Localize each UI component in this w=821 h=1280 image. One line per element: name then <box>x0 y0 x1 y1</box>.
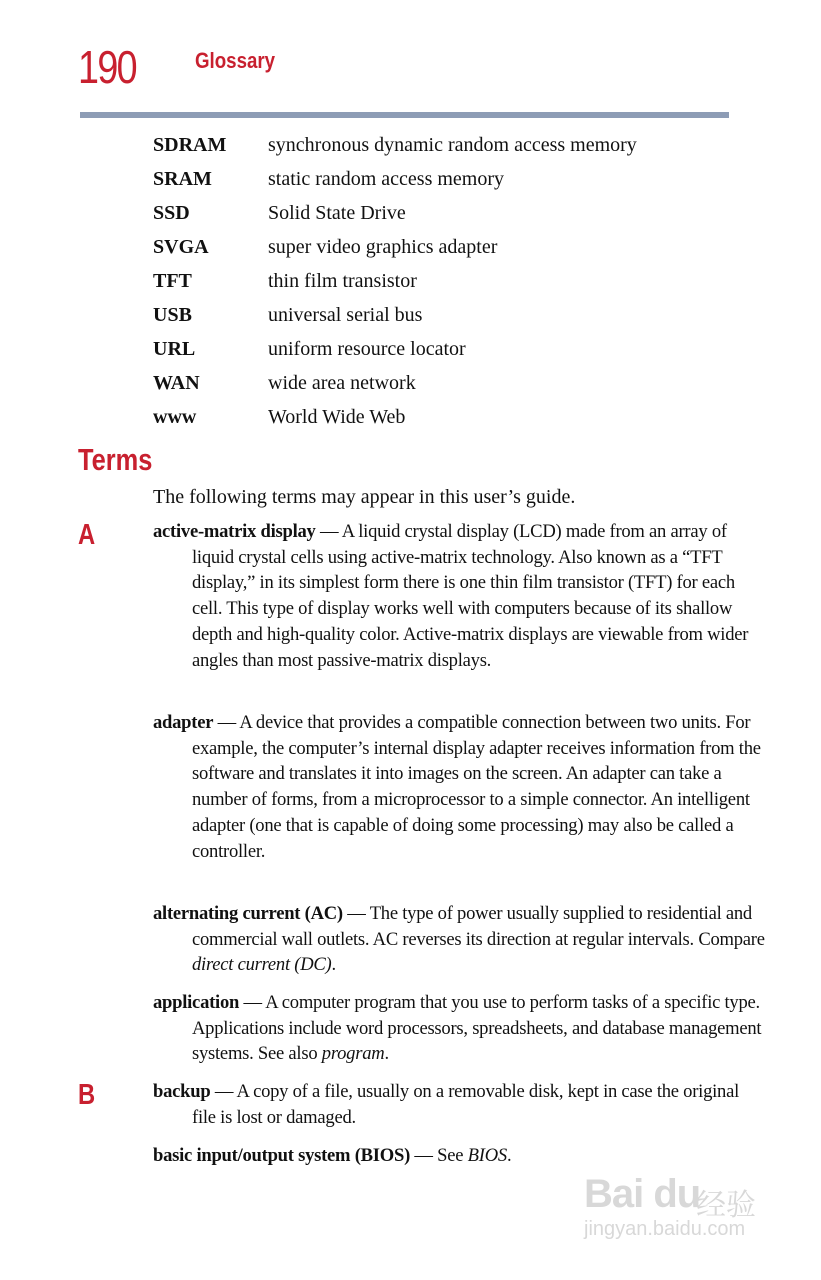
abbreviation-definition: synchronous dynamic random access memory <box>268 133 637 156</box>
abbreviation-row <box>153 298 733 332</box>
entry-definition: — See <box>410 1145 468 1166</box>
entry-end: . <box>331 954 336 976</box>
abbreviation-row <box>153 230 733 264</box>
abbreviation-definition: uniform resource locator <box>268 337 466 360</box>
abbreviation-term: SDRAM <box>153 133 227 156</box>
entry-definition: — A copy of a file, usually on a removable disk, kept in case the original file is lost or damaged. <box>192 1081 740 1128</box>
abbreviation-term: TFT <box>153 269 192 292</box>
entry-term: application <box>153 992 240 1013</box>
abbreviation-row <box>153 400 733 434</box>
entry-definition: — A device that provides a compatible connection between two units. For example, the computer’s internal display adapter receives information from the software and translates it into images on the screen. An adapter can take a number of forms, from a microprocessor to a simple connector. An intelligent adapter (one that is capable of doing some processing) may also be called a controller. <box>192 712 761 862</box>
abbreviation-term: WAN <box>153 371 200 394</box>
entry-definition: — A computer program that you use to perform tasks of a specific type. Applications include word processors, spreadsheets, and database management systems. See also <box>192 992 762 1065</box>
abbreviation-term: SVGA <box>153 235 209 258</box>
letter-marker-a: A <box>78 519 96 551</box>
watermark <box>584 1158 784 1258</box>
abbreviation-term: www <box>153 405 197 428</box>
abbreviation-row <box>153 366 733 400</box>
glossary-entry-alternating-current <box>153 901 767 978</box>
header-rule <box>80 112 729 118</box>
letter-marker-b: B <box>78 1079 96 1111</box>
watermark-logo: Bai du <box>584 1172 701 1216</box>
abbreviation-definition: thin film transistor <box>268 269 417 292</box>
watermark-chinese: 经验 <box>696 1188 756 1223</box>
abbreviation-row <box>153 196 733 230</box>
abbreviation-definition: Solid State Drive <box>268 201 406 224</box>
entry-term: alternating current (AC) <box>153 903 343 924</box>
terms-heading: Terms <box>78 442 153 477</box>
entry-end: . <box>506 1145 512 1166</box>
abbreviation-term: URL <box>153 337 196 360</box>
entry-definition: — A liquid crystal display (LCD) made from an array of liquid crystal cells using active-matrix technology. Also known as a “TFT display,” in its simplest form there is one thin film transistor (TFT) for each cell. This type of display works well with computers because of its shallow depth and high-quality color. Active-matrix displays are viewable from wider angles than most passive-matrix displays. <box>192 521 749 671</box>
entry-term: basic input/output system (BIOS) <box>153 1145 411 1166</box>
terms-intro: The following terms may appear in this user’s guide. <box>153 486 576 508</box>
glossary-entry-active-matrix-display <box>153 519 767 673</box>
abbreviation-row <box>153 332 733 366</box>
abbreviation-row <box>153 128 733 162</box>
abbreviation-definition: wide area network <box>268 371 416 394</box>
abbreviation-definition: super video graphics adapter <box>268 235 498 258</box>
entry-cross-reference: BIOS <box>467 1145 507 1166</box>
entry-term: adapter <box>153 712 214 733</box>
watermark-url: jingyan.baidu.com <box>584 1218 746 1240</box>
entry-definition: — The type of power usually supplied to residential and commercial wall outlets. AC reverses its direction at regular intervals. Compare <box>192 903 765 950</box>
entry-end: . <box>384 1043 389 1065</box>
abbreviation-definition: World Wide Web <box>268 405 406 428</box>
abbreviation-term: SRAM <box>153 167 212 190</box>
glossary-entry-backup <box>153 1079 767 1130</box>
abbreviation-definition: static random access memory <box>268 167 505 190</box>
page-number: 190 <box>78 41 137 93</box>
entry-term: active-matrix display <box>153 521 316 542</box>
section-title: Glossary <box>195 48 276 73</box>
glossary-entry-adapter <box>153 710 767 864</box>
abbreviation-row <box>153 264 733 298</box>
entry-cross-reference: program <box>321 1043 385 1065</box>
abbreviation-term: USB <box>153 303 192 326</box>
abbreviation-term: SSD <box>153 201 190 224</box>
glossary-entry-application <box>153 990 767 1067</box>
abbreviation-row <box>153 162 733 196</box>
abbreviation-list <box>153 128 733 434</box>
abbreviation-definition: universal serial bus <box>268 303 423 326</box>
entry-term: backup <box>153 1081 211 1102</box>
entry-cross-reference: direct current (DC) <box>192 954 332 976</box>
